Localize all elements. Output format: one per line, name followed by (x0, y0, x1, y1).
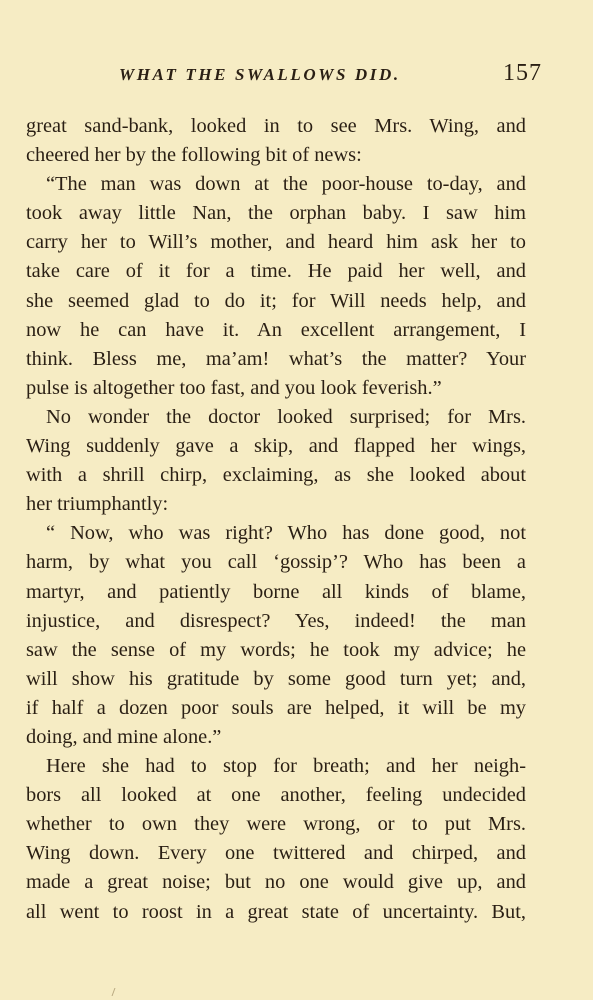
text-line: Wing suddenly gave a skip, and flapped her wings, (26, 435, 526, 458)
text-line: harm, by what you call ‘gossip’? Who has been a (26, 551, 526, 574)
text-line: Here she had to stop for breath; and her neigh- (46, 755, 526, 778)
text-line: will show his gratitude by some good turn yet; and, (26, 667, 526, 690)
running-head (26, 60, 542, 90)
text-line: Wing down. Every one twittered and chirped, and (26, 842, 526, 865)
text-line: pulse is altogether too fast, and you look feverish.” (26, 376, 442, 399)
text-line: saw the sense of my words; he took my advice; he (26, 638, 526, 661)
text-line: “ Now, who was right? Who has done good, not (46, 522, 526, 545)
text-line: bors all looked at one another, feeling undecided (26, 784, 526, 807)
text-line: she seemed glad to do it; for Will needs help, and (26, 289, 526, 312)
text-line: cheered her by the following bit of news: (26, 144, 362, 167)
text-line: think. Bless me, ma’am! what’s the matter? Your (26, 347, 526, 370)
text-line: great sand-bank, looked in to see Mrs. Wing, and (26, 115, 526, 137)
text-line: all went to roost in a great state of uncertainty. But, (26, 900, 526, 923)
text-line: take care of it for a time. He paid her well, and (26, 260, 526, 283)
text-line: No wonder the doctor looked surprised; for Mrs. (46, 405, 526, 428)
text-line: if half a dozen poor souls are helped, it will be my (26, 696, 526, 719)
body-text (26, 112, 526, 927)
text-line: injustice, and disrespect? Yes, indeed! the man (26, 609, 526, 632)
text-line: doing, and mine alone.” (26, 725, 222, 748)
text-line: whether to own they were wrong, or to put Mrs. (26, 813, 526, 836)
text-line: took away little Nan, the orphan baby. I saw him (26, 202, 526, 225)
paper-blemish (112, 988, 120, 996)
running-title: WHAT THE SWALLOWS DID. (119, 65, 401, 84)
text-line: now he can have it. An excellent arrangement, I (26, 318, 526, 341)
page-number: 157 (503, 60, 542, 86)
text-line: her triumphantly: (26, 493, 169, 516)
text-line: with a shrill chirp, exclaiming, as she looked about (26, 464, 526, 487)
text-line: martyr, and patiently borne all kinds of blame, (26, 580, 526, 603)
text-line: carry her to Will’s mother, and heard him ask her to (26, 231, 526, 254)
text-line: made a great noise; but no one would give up, and (26, 871, 526, 894)
text-line: “The man was down at the poor-house to-day, and (46, 173, 526, 196)
